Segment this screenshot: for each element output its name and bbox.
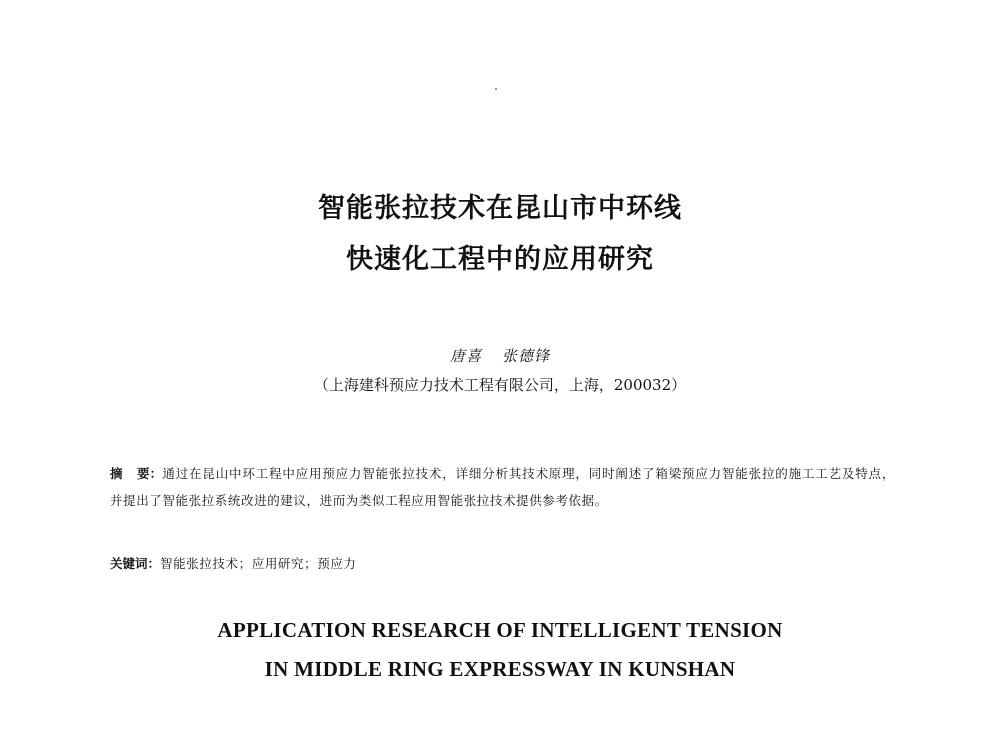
author-1: 唐喜: [449, 347, 482, 365]
english-title-line-1: APPLICATION RESEARCH OF INTELLIGENT TENSION: [217, 618, 783, 642]
abstract: [110, 460, 895, 514]
author-2: 张德锋: [502, 347, 551, 365]
abstract-text: 通过在昆山中环工程中应用预应力智能张拉技术，详细分析其技术原理，同时阐述了箱梁预应力智能张拉的施工工艺及特点，并提出了智能张拉系统改进的建议，进而为类似工程应用智能张拉技术提供参考依据。: [110, 466, 895, 508]
keywords-label: 关键词：: [110, 556, 161, 571]
chinese-title-line-2: 快速化工程中的应用研究: [346, 244, 654, 275]
author-list: [0, 349, 1000, 364]
keywords-text: 智能张拉技术；应用研究；预应力: [160, 556, 357, 571]
scan-speck: [495, 88, 497, 90]
abstract-label: 摘 要：: [110, 466, 163, 481]
chinese-title-line-1: 智能张拉技术在昆山市中环线: [318, 193, 682, 224]
affiliation: （上海建科预应力技术工程有限公司，上海，200032）: [313, 376, 687, 394]
english-title-line-2: IN MIDDLE RING EXPRESSWAY IN KUNSHAN: [264, 657, 736, 681]
keywords: [110, 554, 357, 574]
